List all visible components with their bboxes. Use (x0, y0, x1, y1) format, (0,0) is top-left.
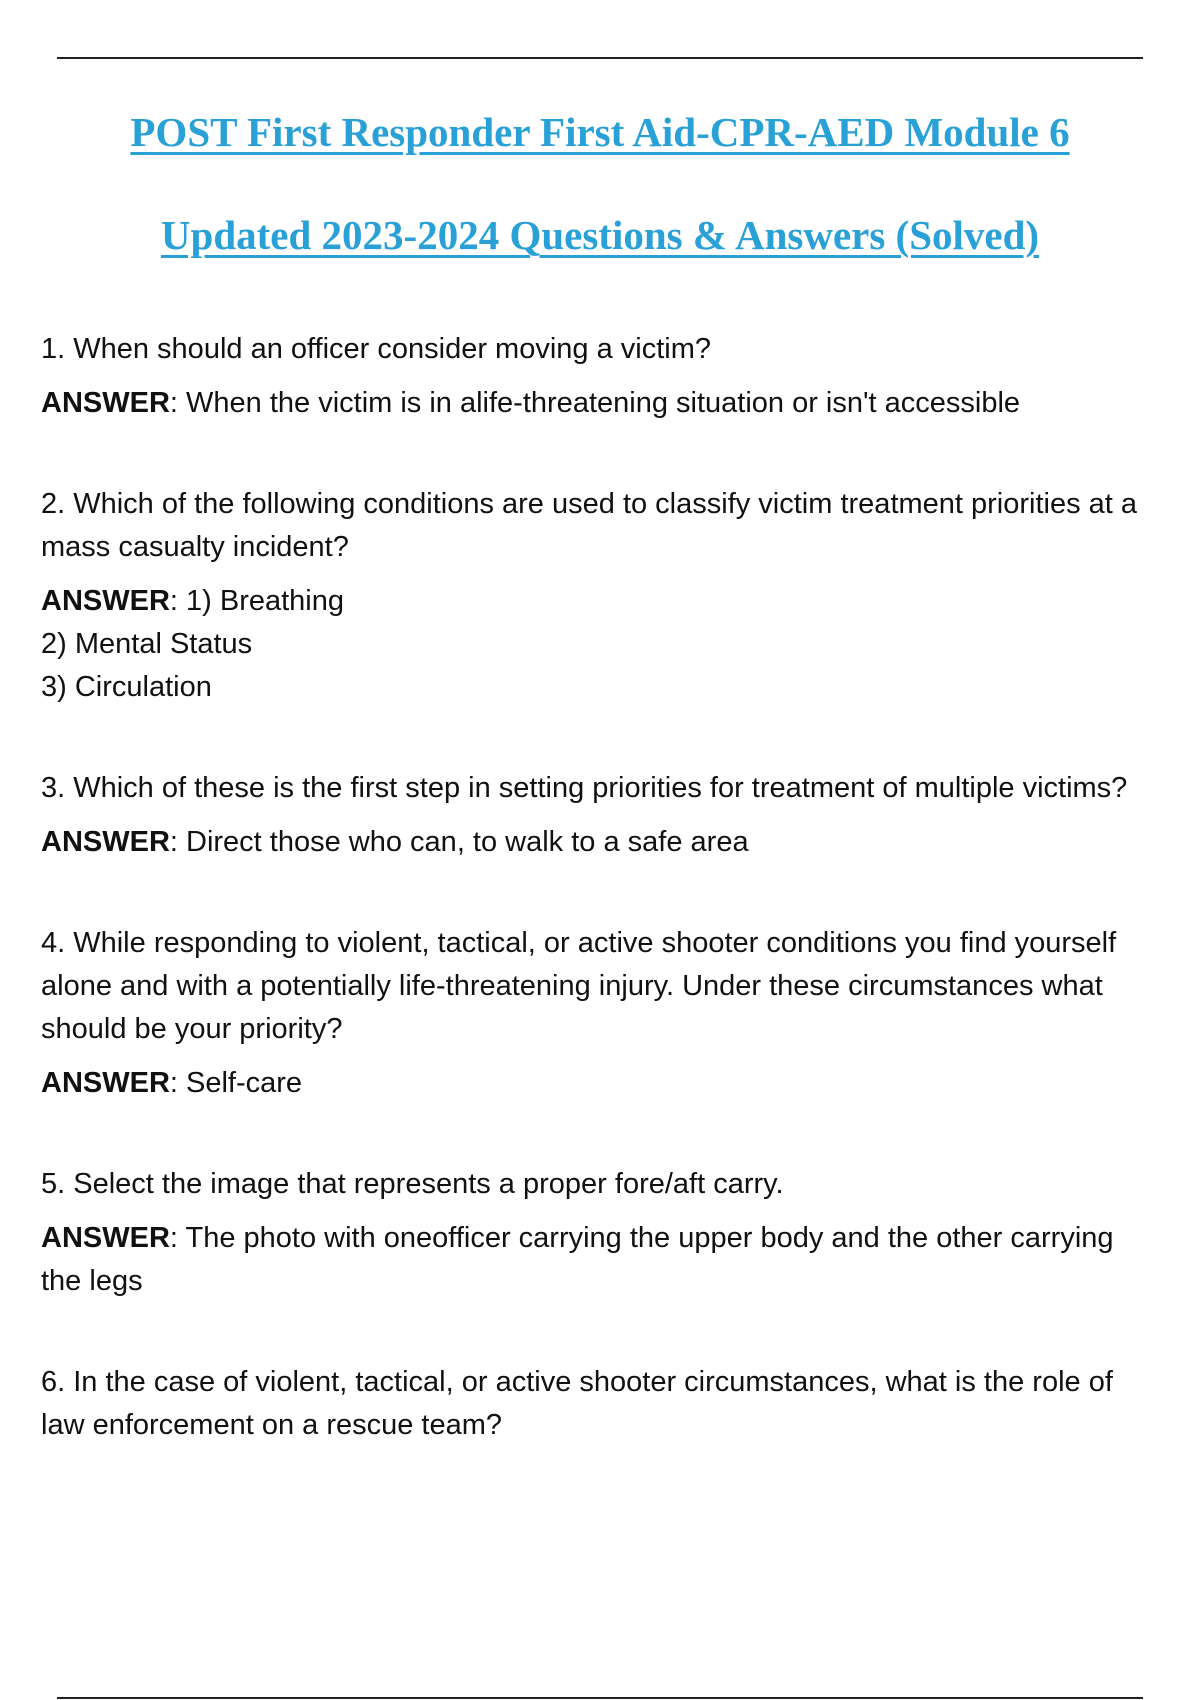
answer-1: ANSWER: When the victim is in alife-threatening situation or isn't accessible (41, 387, 1021, 419)
answer-label: ANSWER (41, 1222, 170, 1254)
question-3: 3. Which of these is the first step in setting priorities for treatment of multiple victims? (41, 772, 1128, 804)
qa-item-3 (41, 767, 1161, 864)
top-rule (57, 57, 1143, 59)
answer-label: ANSWER (41, 826, 170, 858)
answer-5-text: The photo with oneofficer carrying the upper body and the other carrying the legs (41, 1222, 1114, 1297)
answer-4: ANSWER: Self-care (41, 1067, 303, 1099)
answer-3-text: Direct those who can, to walk to a safe area (186, 826, 749, 858)
answer-2-text: 1) Breathing (186, 585, 345, 617)
answer-3: ANSWER: Direct those who can, to walk to a safe area (41, 826, 749, 858)
qa-list (41, 328, 1161, 1447)
answer-2-line-2: 2) Mental Status (41, 628, 253, 660)
document-title-line-2: Updated 2023-2024 Questions & Answers (Solved) (160, 212, 1040, 258)
qa-item-1 (41, 328, 1161, 425)
question-5: 5. Select the image that represents a proper fore/aft carry. (41, 1168, 784, 1200)
question-6: 6. In the case of violent, tactical, or active shooter circumstances, what is the role of law enforcement on a rescue team? (41, 1366, 1113, 1441)
question-4: 4. While responding to violent, tactical, or active shooter conditions you find yourself alone and with a potentially life-threatening injury. Under these circumstances what should be your priority? (41, 927, 1117, 1045)
answer-2-line-3: 3) Circulation (41, 671, 212, 703)
qa-item-4 (41, 922, 1161, 1105)
answer-label: ANSWER (41, 585, 170, 617)
answer-2: ANSWER: 1) Breathing 2) Mental Status 3) Circulation (41, 580, 1161, 709)
bottom-rule (57, 1697, 1143, 1699)
answer-1-text: When the victim is in alife-threatening situation or isn't accessible (186, 387, 1021, 419)
answer-5: ANSWER: The photo with oneofficer carrying the upper body and the other carrying the legs (41, 1222, 1114, 1297)
qa-item-5 (41, 1163, 1161, 1303)
answer-label: ANSWER (41, 387, 170, 419)
answer-label: ANSWER (41, 1067, 170, 1099)
document-title-line-1: POST First Responder First Aid-CPR-AED Module 6 (130, 109, 1070, 155)
qa-item-2 (41, 483, 1161, 709)
answer-4-text: Self-care (186, 1067, 303, 1099)
qa-item-6 (41, 1361, 1161, 1447)
question-1: 1. When should an officer consider moving a victim? (41, 333, 712, 365)
question-2: 2. Which of the following conditions are used to classify victim treatment priorities at a mass casualty incident? (41, 488, 1138, 563)
